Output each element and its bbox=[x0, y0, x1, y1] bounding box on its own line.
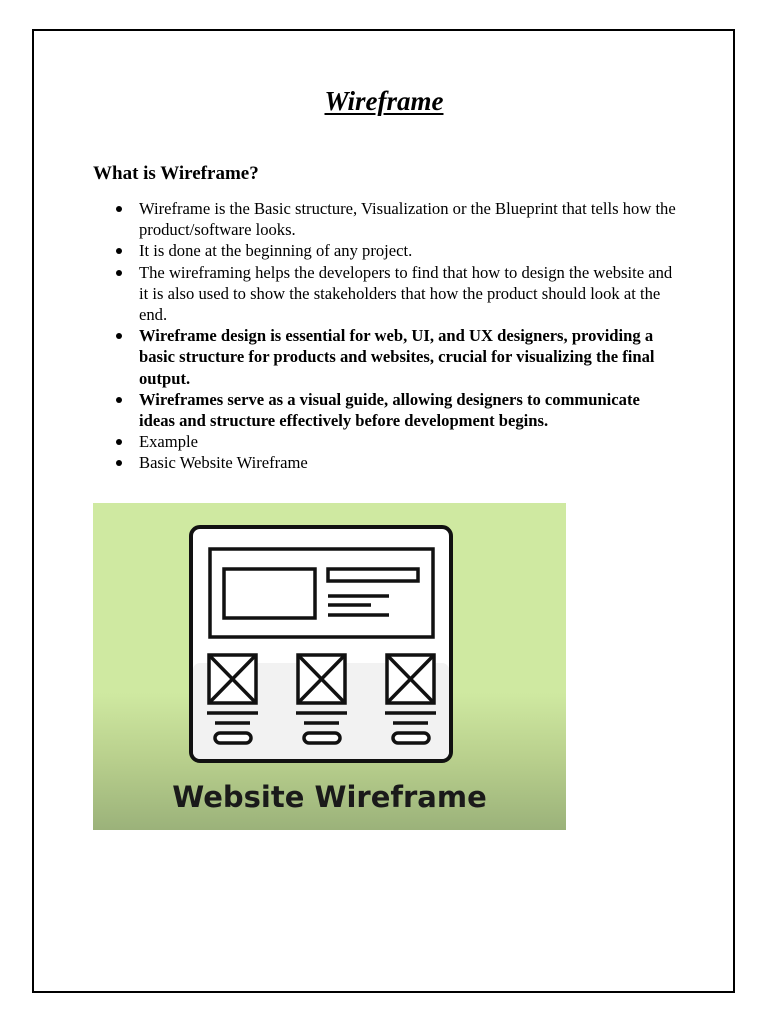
figure-caption: Website Wireframe bbox=[172, 780, 487, 814]
image-placeholder bbox=[224, 569, 315, 618]
website-wireframe-figure bbox=[93, 503, 566, 830]
heading-line bbox=[328, 569, 418, 581]
bullet-item: Wireframe design is essential for web, UI, and UX designers, providing a basic structure for products and websites, crucial for visualizing the final output. bbox=[139, 325, 679, 389]
bullet-item: Wireframe is the Basic structure, Visualization or the Blueprint that tells how the product/software looks. bbox=[139, 198, 679, 240]
section-heading: What is Wireframe? bbox=[93, 163, 259, 184]
bullet-item: It is done at the beginning of any project. bbox=[139, 240, 679, 261]
bullet-list bbox=[139, 198, 679, 474]
bullet-item: Example bbox=[139, 431, 679, 452]
bullet-item: The wireframing helps the developers to find that how to design the website and it is also used to show the stakeholders that how the product should look at the end. bbox=[139, 262, 679, 326]
page-title: Wireframe bbox=[324, 86, 444, 116]
bullet-item: Wireframes serve as a visual guide, allowing designers to communicate ideas and structure effectively before development begins. bbox=[139, 389, 679, 431]
bullet-item: Basic Website Wireframe bbox=[139, 452, 679, 473]
